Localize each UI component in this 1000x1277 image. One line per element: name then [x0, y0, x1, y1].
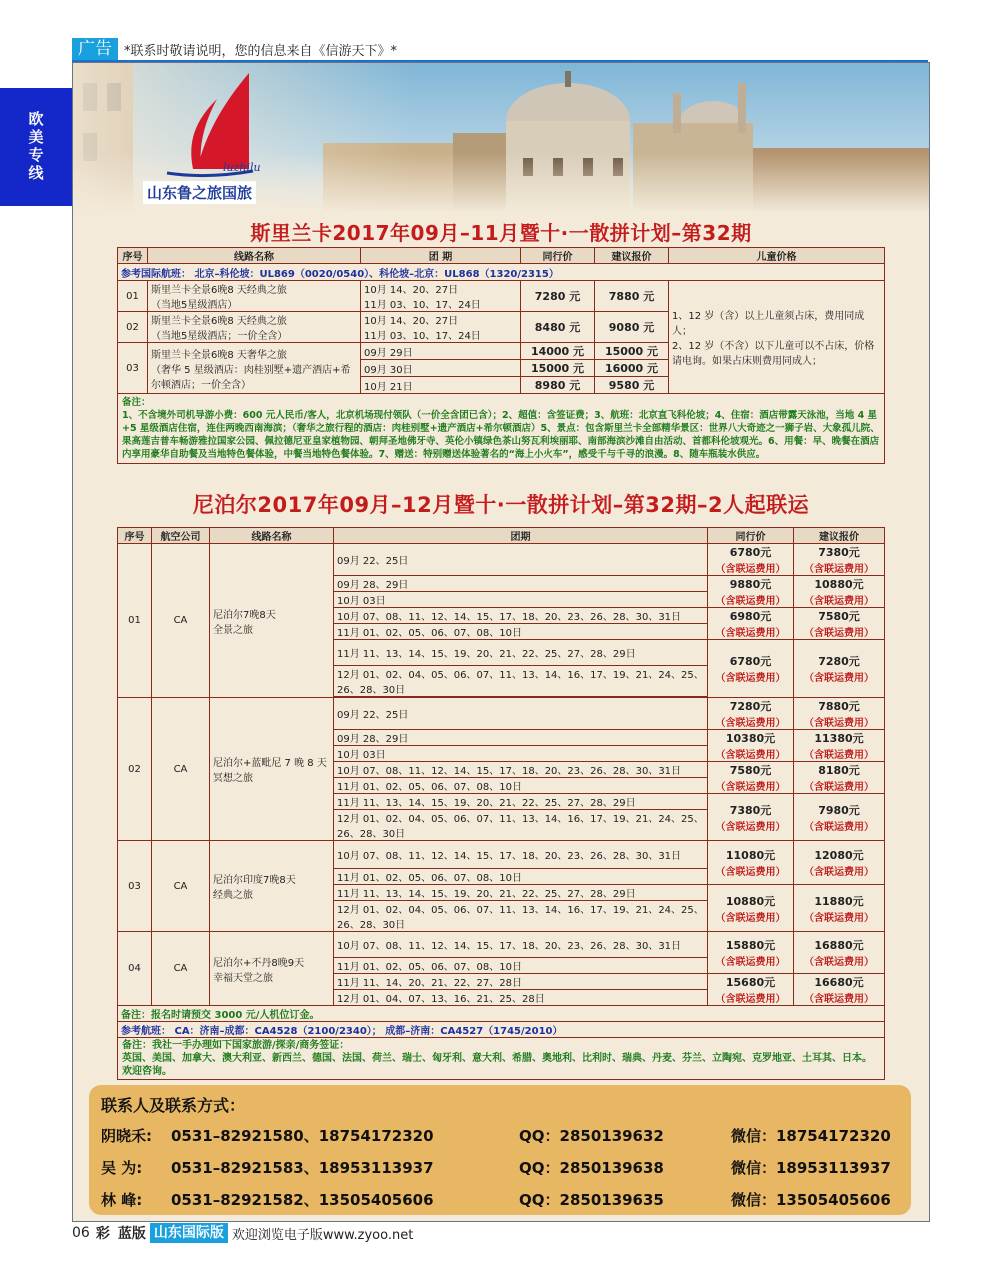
tour-dates: 10月 14、20、27日 11月 03、10、17、24日 — [361, 281, 521, 312]
route-name: 斯里兰卡全景6晚8 天奢华之旅 （奢华 5 星级酒店：肉桂别墅+遗产酒店+希尔顿酒店；一价全含） — [148, 343, 361, 394]
peer-price: 9880元 （含联运费用） — [708, 576, 794, 608]
tour-dates: 12月 01、04、07、13、16、21、25、28日 — [334, 990, 708, 1006]
airline: CA — [152, 544, 210, 698]
row-no: 03 — [118, 841, 152, 932]
col-header: 序号 — [118, 248, 148, 264]
peer-price: 7380元 （含联运费用） — [708, 794, 794, 841]
route-name: 尼泊尔印度7晚8天 经典之旅 — [210, 841, 334, 932]
tour-dates: 09月 22、25日 — [334, 698, 708, 730]
suggest-price: 11880元 （含联运费用） — [794, 885, 885, 932]
peer-price: 6780元 （含联运费用） — [708, 544, 794, 576]
contact-name: 阴晓禾: — [101, 1127, 152, 1145]
row-no: 01 — [118, 544, 152, 698]
suggest-price: 7880 元 — [595, 281, 669, 312]
tour-dates: 09月 29日 — [361, 343, 521, 360]
col-header: 航空公司 — [152, 528, 210, 544]
suggest-price: 16680元 （含联运费用） — [794, 974, 885, 1006]
contact-phone: 0531–82921582、13505405606 — [171, 1191, 434, 1209]
peer-price: 8980 元 — [521, 377, 595, 394]
page-footer — [72, 1222, 413, 1244]
contact-wechat: 微信：18953113937 — [731, 1159, 891, 1177]
tour-dates: 11月 11、13、14、15、19、20、21、22、25、27、28、29日 — [334, 885, 708, 901]
peer-price: 11080元 （含联运费用） — [708, 841, 794, 885]
logo-script: luzhilu — [223, 161, 261, 174]
tour-dates: 11月 11、14、20、21、22、27、28日 — [334, 974, 708, 990]
side-tab: 欧美专线 — [0, 88, 72, 206]
table-row — [118, 841, 885, 869]
contact-name: 吴 为: — [101, 1159, 143, 1177]
nepal-table — [117, 527, 885, 1080]
peer-price: 14000 元 — [521, 343, 595, 360]
tour-dates: 11月 01、02、05、06、07、08、10日 — [334, 778, 708, 794]
company-name: 山东鲁之旅国旅 — [143, 181, 256, 204]
flight-info: 参考航班： CA：济南–成都：CA4528（2100/2340）； 成都–济南：CA4527（1745/2010） — [118, 1022, 885, 1038]
tour-dates: 10月 07、08、11、12、14、15、17、18、20、23、26、28、30、31日 — [334, 841, 708, 869]
tour-dates: 09月 28、29日 — [334, 576, 708, 592]
nepal-title: 尼泊尔2017年09月–12月暨十·一散拼计划–第32期–2人起联运 — [192, 493, 810, 517]
srilanka-title: 斯里兰卡2017年09月–11月暨十·一散拼计划–第32期 — [250, 221, 752, 245]
tour-dates: 12月 01、02、04、05、06、07、11、13、14、16、17、19、21、24、25、26、28、30日 — [334, 810, 708, 841]
route-name: 尼泊尔7晚8天 全景之旅 — [210, 544, 334, 698]
tour-dates: 10月 03日 — [334, 592, 708, 608]
tour-dates: 09月 22、25日 — [334, 544, 708, 576]
suggest-price: 16880元 （含联运费用） — [794, 932, 885, 974]
deposit-note: 备注：报名时请预交 3000 元/人机位订金。 — [118, 1006, 885, 1022]
route-name: 尼泊尔+不丹8晚9天 幸福天堂之旅 — [210, 932, 334, 1006]
airline: CA — [152, 841, 210, 932]
suggest-price: 9580 元 — [595, 377, 669, 394]
suggest-price: 7280元 （含联运费用） — [794, 640, 885, 698]
suggest-price: 16000 元 — [595, 360, 669, 377]
tour-dates: 11月 01、02、05、06、07、08、10日 — [334, 958, 708, 974]
table-row — [118, 544, 885, 576]
col-header: 序号 — [118, 528, 152, 544]
tour-dates: 11月 01、02、05、06、07、08、10日 — [334, 869, 708, 885]
site-link[interactable]: 欢迎浏览电子版www.zyoo.net — [231, 1227, 414, 1243]
table-header-row — [118, 528, 885, 544]
suggest-price: 7980元 （含联运费用） — [794, 794, 885, 841]
suggest-price: 7580元 （含联运费用） — [794, 608, 885, 640]
ad-label: 广告 — [72, 38, 118, 60]
col-header: 团期 — [334, 528, 708, 544]
airline: CA — [152, 698, 210, 841]
region-label: 山东国际版 — [150, 1223, 228, 1243]
tour-dates: 10月 07、08、11、12、14、15、17、18、20、23、26、28、30、31日 — [334, 762, 708, 778]
tour-dates: 09月 30日 — [361, 360, 521, 377]
suggest-price: 11380元 （含联运费用） — [794, 730, 885, 762]
peer-price: 7280元 （含联运费用） — [708, 698, 794, 730]
contact-heading: 联系人及联系方式： — [101, 1096, 246, 1115]
tour-dates: 10月 14、20、27日 11月 03、10、17、24日 — [361, 312, 521, 343]
suggest-price: 7880元 （含联运费用） — [794, 698, 885, 730]
col-header: 建议报价 — [794, 528, 885, 544]
table-header-row — [118, 248, 885, 264]
suggest-price: 15000 元 — [595, 343, 669, 360]
col-header: 建议报价 — [595, 248, 669, 264]
contact-wechat: 微信：13505405606 — [731, 1191, 891, 1209]
suggest-price: 10880元 （含联运费用） — [794, 576, 885, 608]
ad-header — [72, 38, 397, 60]
page-number: 06 — [72, 1225, 90, 1241]
col-header: 团 期 — [361, 248, 521, 264]
flight-info: 参考国际航班： 北京–科伦坡：UL869（0020/0540）、科伦坡–北京：UL868（1320/2315） — [118, 264, 885, 281]
tour-dates: 12月 01、02、04、05、06、07、11、13、14、16、17、19、21、24、25、26、28、30日 — [334, 901, 708, 932]
peer-price: 7580元 （含联运费用） — [708, 762, 794, 794]
contact-panel — [89, 1085, 911, 1215]
tour-dates: 10月 07、08、11、12、14、15、17、18、20、23、26、28、30、31日 — [334, 608, 708, 624]
tour-dates: 12月 01、02、04、05、06、07、11、13、14、16、17、19、21、24、25、26、28、30日 — [334, 666, 708, 697]
suggest-price: 7380元 （含联运费用） — [794, 544, 885, 576]
contact-name: 林 峰: — [101, 1191, 143, 1209]
peer-price: 8480 元 — [521, 312, 595, 343]
col-header: 线路名称 — [148, 248, 361, 264]
tour-dates: 10月 21日 — [361, 377, 521, 394]
edition-label: 蓝版 — [117, 1226, 146, 1242]
banner — [73, 63, 929, 213]
row-no: 03 — [118, 343, 148, 394]
peer-price: 15680元 （含联运费用） — [708, 974, 794, 1006]
peer-price: 7280 元 — [521, 281, 595, 312]
source-notice: *联系时敬请说明，您的信息来自《信游天下》* — [124, 43, 398, 59]
contact-wechat: 微信：18754172320 — [731, 1127, 891, 1145]
ad-frame — [72, 62, 930, 1222]
visa-note: 备注：我社一手办理如下国家旅游/探亲/商务签证： 英国、美国、加拿大、澳大利亚、新西兰、德国、法国、荷兰、瑞士、匈牙利、意大利、希腊、奥地利、比利时、瑞典、丹麦、芬兰、立陶宛、克罗地亚、土耳其、日本。欢迎咨询。 — [118, 1038, 885, 1080]
srilanka-table — [117, 247, 885, 464]
row-no: 01 — [118, 281, 148, 312]
tour-dates: 10月 03日 — [334, 746, 708, 762]
suggest-price: 8180元 （含联运费用） — [794, 762, 885, 794]
peer-price: 15880元 （含联运费用） — [708, 932, 794, 974]
peer-price: 10880元 （含联运费用） — [708, 885, 794, 932]
table-row — [118, 281, 885, 312]
color-label: 彩 — [95, 1226, 110, 1242]
route-name: 尼泊尔+蓝毗尼 7 晚 8 天冥想之旅 — [210, 698, 334, 841]
srilanka-notes: 备注： 1、不含境外司机导游小费：600 元人民币/客人，北京机场现付领队（一价全含团已含）；2、超值：含签证费；3、航班：北京直飞科伦坡；4、住宿：酒店带露天泳池，当地 4 星+5 星级酒店住宿，连住两晚西南海滨；（奢华之旅行程的酒店：肉桂别墅+遗产酒店+希尔顿酒店）5、景点：包含斯里兰卡全部精华景区：世界八大奇迹之一狮子岩、大象孤儿院、果高莲吉普车畅游雅拉国家公园、佩拉德尼亚皇家植物园、朝拜圣地佛牙寺、英伦小镇绿色茶山努瓦利埃丽耶、南部海滨沙滩自由活动、首都科伦坡观光。6、用餐：早、晚餐在酒店内享用豪华自助餐及当地特色餐体验，中餐当地特色餐体验。7、赠送：特别赠送体验著名的“海上小火车”，感受千与千寻的浪漫。8、随车瓶装水供应。 — [118, 394, 885, 464]
contact-qq: QQ：2850139635 — [519, 1191, 664, 1209]
row-no: 02 — [118, 312, 148, 343]
tour-dates: 11月 11、13、14、15、19、20、21、22、25、27、28、29日 — [334, 640, 708, 666]
row-no: 02 — [118, 698, 152, 841]
peer-price: 6980元 （含联运费用） — [708, 608, 794, 640]
peer-price: 10380元 （含联运费用） — [708, 730, 794, 762]
table-row — [118, 698, 885, 730]
row-no: 04 — [118, 932, 152, 1006]
tour-dates: 09月 28、29日 — [334, 730, 708, 746]
col-header: 同行价 — [521, 248, 595, 264]
airline: CA — [152, 932, 210, 1006]
contact-qq: QQ：2850139638 — [519, 1159, 664, 1177]
child-price: 1、12 岁（含）以上儿童须占床，费用同成人； 2、12 岁（不含）以下儿童可以不占床，价格请电询。如果占床则费用同成人； — [669, 281, 885, 394]
table-row — [118, 932, 885, 958]
suggest-price: 12080元 （含联运费用） — [794, 841, 885, 885]
peer-price: 15000 元 — [521, 360, 595, 377]
tour-dates: 11月 11、13、14、15、19、20、21、22、25、27、28、29日 — [334, 794, 708, 810]
col-header: 线路名称 — [210, 528, 334, 544]
suggest-price: 9080 元 — [595, 312, 669, 343]
col-header: 儿童价格 — [669, 248, 885, 264]
contact-phone: 0531–82921580、18754172320 — [171, 1127, 434, 1145]
contact-phone: 0531–82921583、18953113937 — [171, 1159, 434, 1177]
tour-dates: 10月 07、08、11、12、14、15、17、18、20、23、26、28、30、31日 — [334, 932, 708, 958]
col-header: 同行价 — [708, 528, 794, 544]
route-name: 斯里兰卡全景6晚8 天经典之旅 （当地5星级酒店；一价全含） — [148, 312, 361, 343]
tour-dates: 11月 01、02、05、06、07、08、10日 — [334, 624, 708, 640]
peer-price: 6780元 （含联运费用） — [708, 640, 794, 698]
contact-qq: QQ：2850139632 — [519, 1127, 664, 1145]
route-name: 斯里兰卡全景6晚8 天经典之旅 （当地5星级酒店） — [148, 281, 361, 312]
